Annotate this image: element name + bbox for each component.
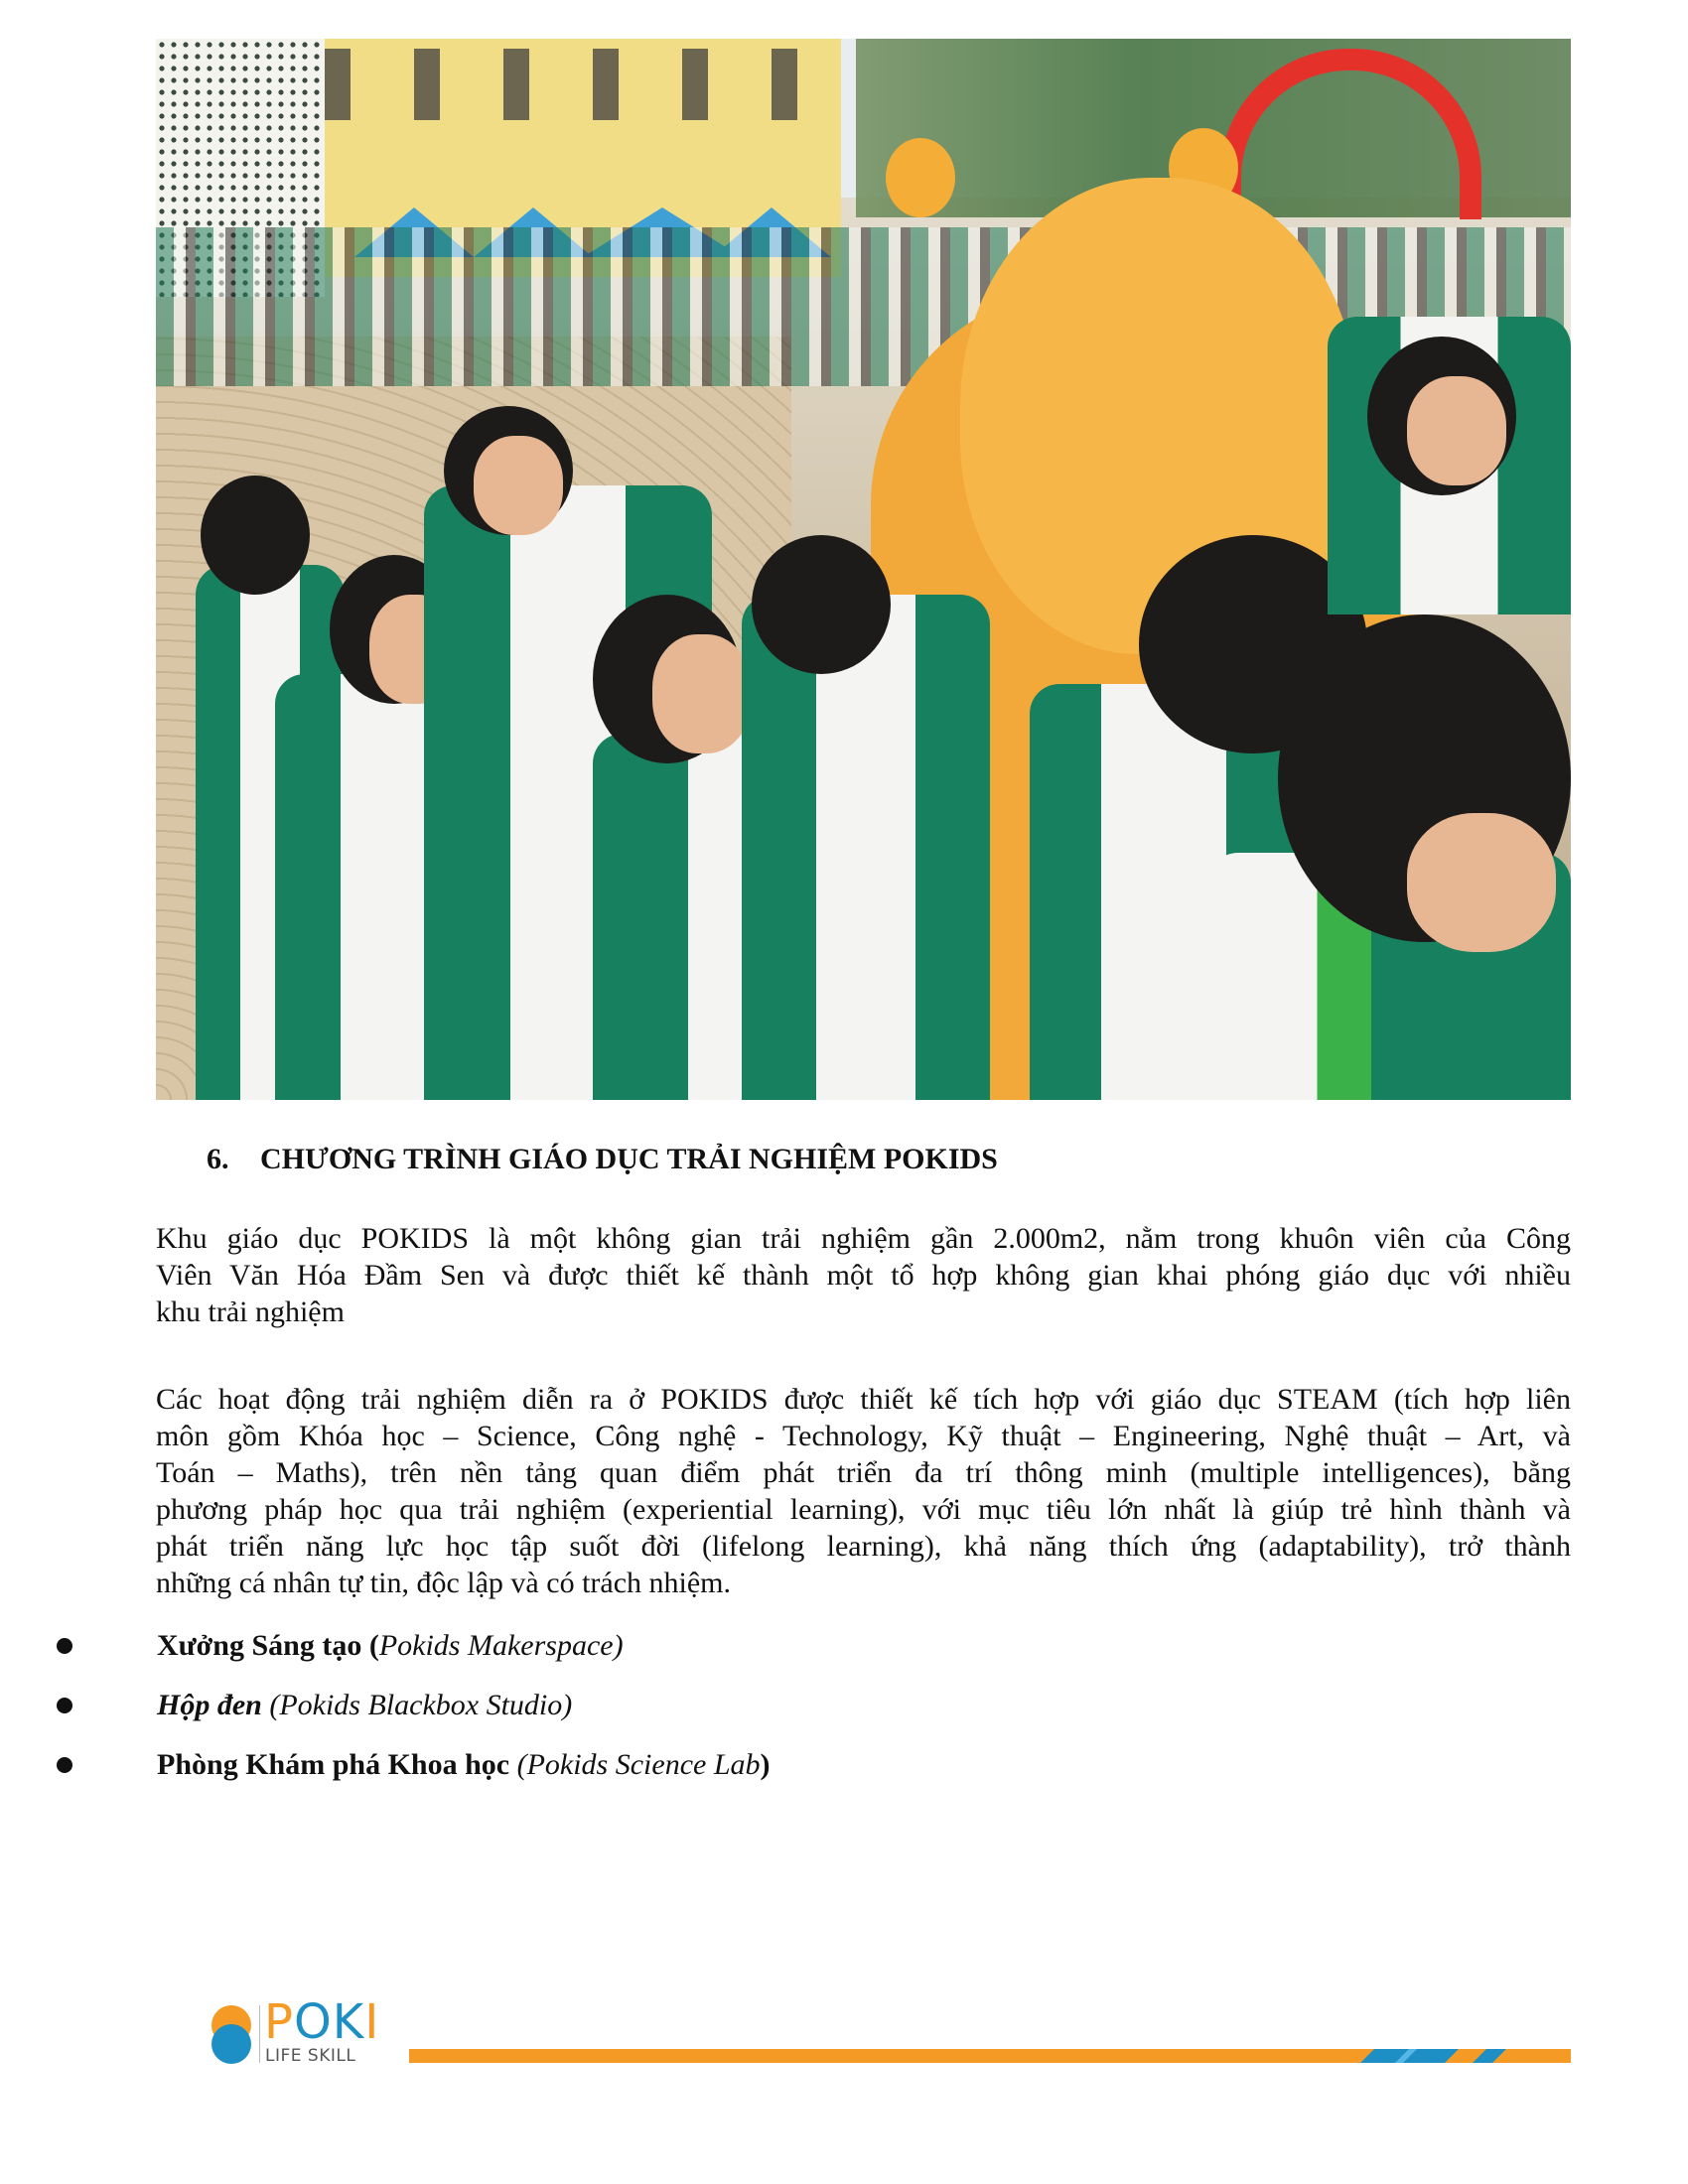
bullet-icon [57, 1638, 72, 1654]
section-number: 6. [207, 1143, 229, 1175]
logo-subtitle: LIFE SKILL [265, 2046, 356, 2066]
bullet-icon [57, 1757, 72, 1773]
bullet-italic-text: (Pokids Science Lab [516, 1748, 761, 1781]
section-heading [207, 1142, 998, 1177]
event-photo [156, 39, 1571, 1100]
bullet-item-makerspace [0, 1624, 1589, 1668]
bullet-italic-text: Pokids Makerspace) [378, 1629, 624, 1662]
paragraph-line: Khu giáo dục POKIDS là một không gian trải nghiệm gần 2.000m2, nằm trong khuôn viên của Công [156, 1222, 1571, 1255]
bullet-bold-italic-text: Hộp đen [157, 1689, 262, 1721]
paragraph-line: khu trải nghiệm [156, 1296, 345, 1328]
paragraph-line: những cá nhân tự tin, độc lập và có trách nhiệm. [156, 1567, 732, 1599]
photo-mascot-ear [886, 138, 955, 217]
paragraph-intro [156, 1220, 1571, 1330]
paragraph-line: Viên Văn Hóa Đầm Sen và được thiết kế thành một tổ hợp không gian khai phóng giáo dục với nhiều [156, 1259, 1571, 1292]
paragraph-line: phát triển năng lực học tập suốt đời (lifelong learning), khả năng thích ứng (adaptability), trở thành [156, 1530, 1571, 1563]
paragraph-line: phương pháp học qua trải nghiệm (experiential learning), với mục tiêu lớn nhất là giúp trẻ hình thành và [156, 1493, 1571, 1526]
section-title: CHƯƠNG TRÌNH GIÁO DỤC TRẢI NGHIỆM POKIDS [260, 1143, 998, 1175]
paragraph-line: môn gồm Khóa học – Science, Công nghệ - Technology, Kỹ thuật – Engineering, Nghệ thuật – Art, và [156, 1420, 1571, 1452]
bullet-bold-text: Phòng Khám phá Khoa học [157, 1748, 517, 1781]
bullet-bold-text: Xưởng Sáng tạo ( [157, 1629, 379, 1662]
paragraph-steam [156, 1381, 1571, 1601]
poki-logo [209, 1994, 387, 2070]
logo-circle-blue-icon [211, 2024, 251, 2064]
bullet-item-blackbox [0, 1684, 1589, 1727]
bullet-item-science-lab [0, 1743, 1589, 1787]
footer-divider-bar [409, 2049, 1571, 2063]
bullet-tail-text: ) [760, 1748, 771, 1781]
bullet-icon [57, 1698, 72, 1713]
logo-separator [259, 2005, 260, 2063]
bullet-italic-text: (Pokids Blackbox Studio) [261, 1689, 573, 1721]
logo-wordmark: POKI [264, 1994, 380, 2050]
footer-stripe [1473, 2049, 1506, 2063]
paragraph-line: Các hoạt động trải nghiệm diễn ra ở POKIDS được thiết kế tích hợp với giáo dục STEAM (tích hợp liên [156, 1383, 1571, 1416]
paragraph-line: Toán – Maths), trên nền tảng quan điểm phát triển đa trí thông minh (multiple intelligences), bằng [156, 1456, 1571, 1489]
